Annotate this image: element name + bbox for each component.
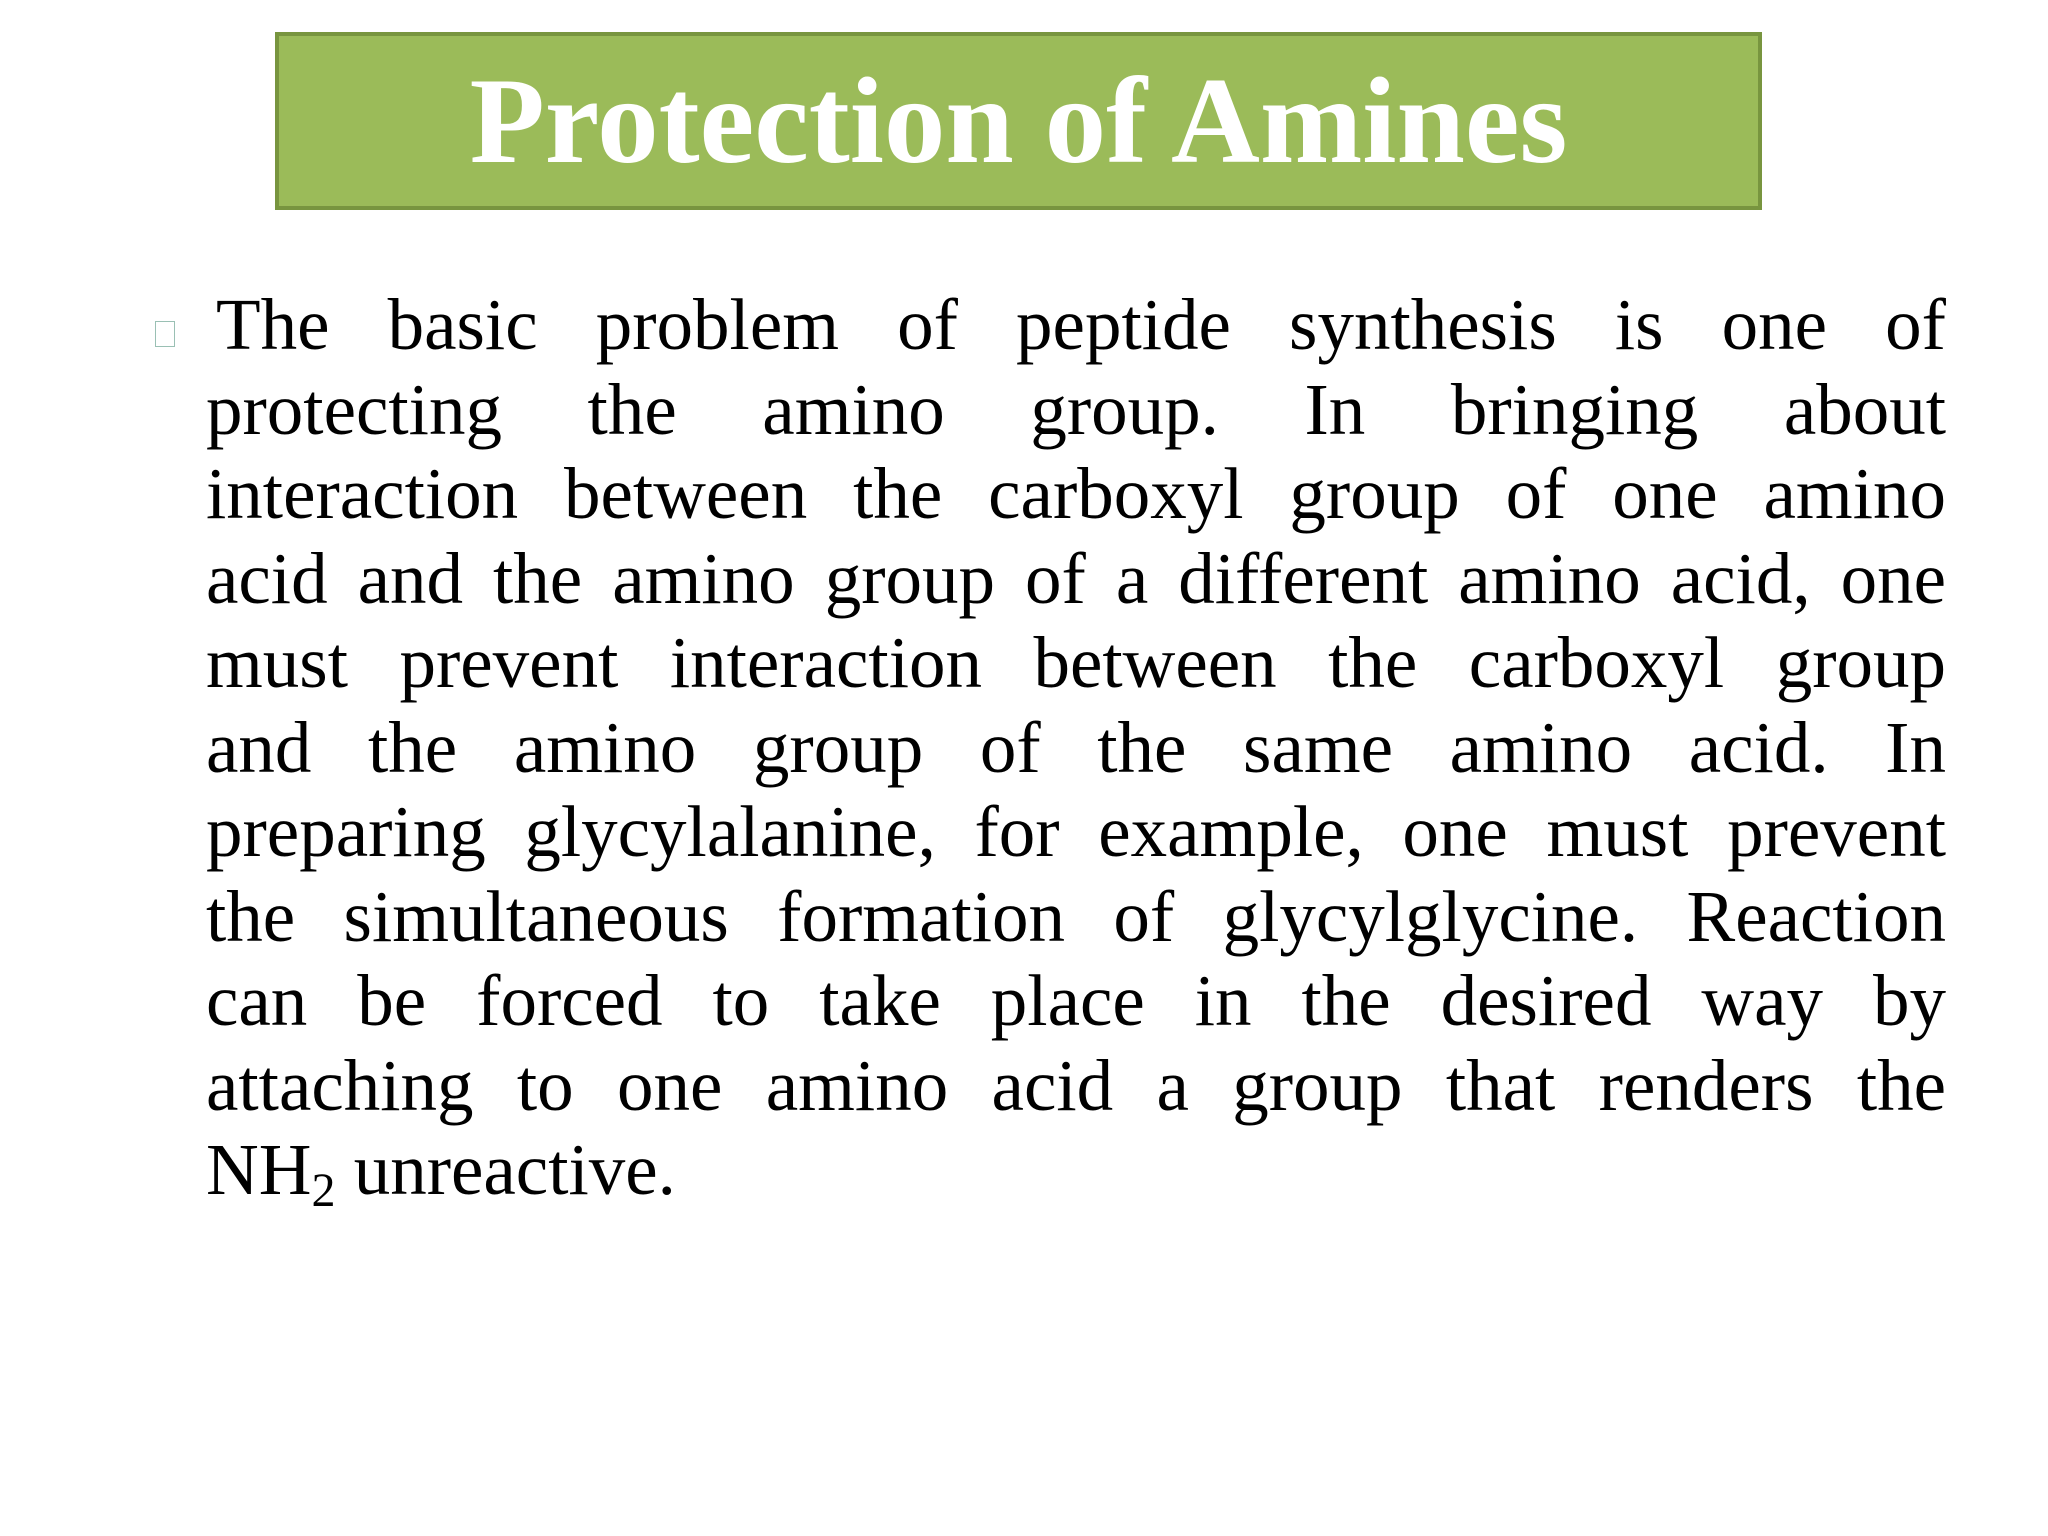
formula-nh: NH (206, 1129, 312, 1210)
last-line-text: unreactive. (335, 1129, 676, 1210)
paragraph-line: must prevent interaction between the carboxyl group (206, 622, 1946, 703)
slide-title: Protection of Amines (469, 51, 1568, 189)
paragraph-last-line (206, 1128, 1946, 1217)
paragraph-line: The basic problem of peptide synthesis is one of (216, 284, 1946, 365)
paragraph-line: and the amino group of the same amino acid. In (206, 706, 1946, 788)
formula-subscript: 2 (311, 1164, 336, 1217)
paragraph-line: preparing glycylalanine, for example, one must prevent (206, 791, 1946, 872)
title-banner (275, 32, 1762, 210)
paragraph-line: attaching to one amino acid a group that renders the (206, 1044, 1946, 1126)
paragraph-line: the simultaneous formation of glycylglycine. Reaction (206, 875, 1946, 957)
paragraph-line: protecting the amino group. In bringing about (206, 368, 1946, 450)
hollow-square-bullet-icon (155, 321, 175, 347)
paragraph-line: interaction between the carboxyl group of one amino (206, 453, 1946, 534)
body-paragraph (206, 283, 1946, 1217)
paragraph-line: can be forced to take place in the desired way by (206, 960, 1946, 1041)
paragraph-line: acid and the amino group of a different amino acid, one (206, 537, 1946, 619)
